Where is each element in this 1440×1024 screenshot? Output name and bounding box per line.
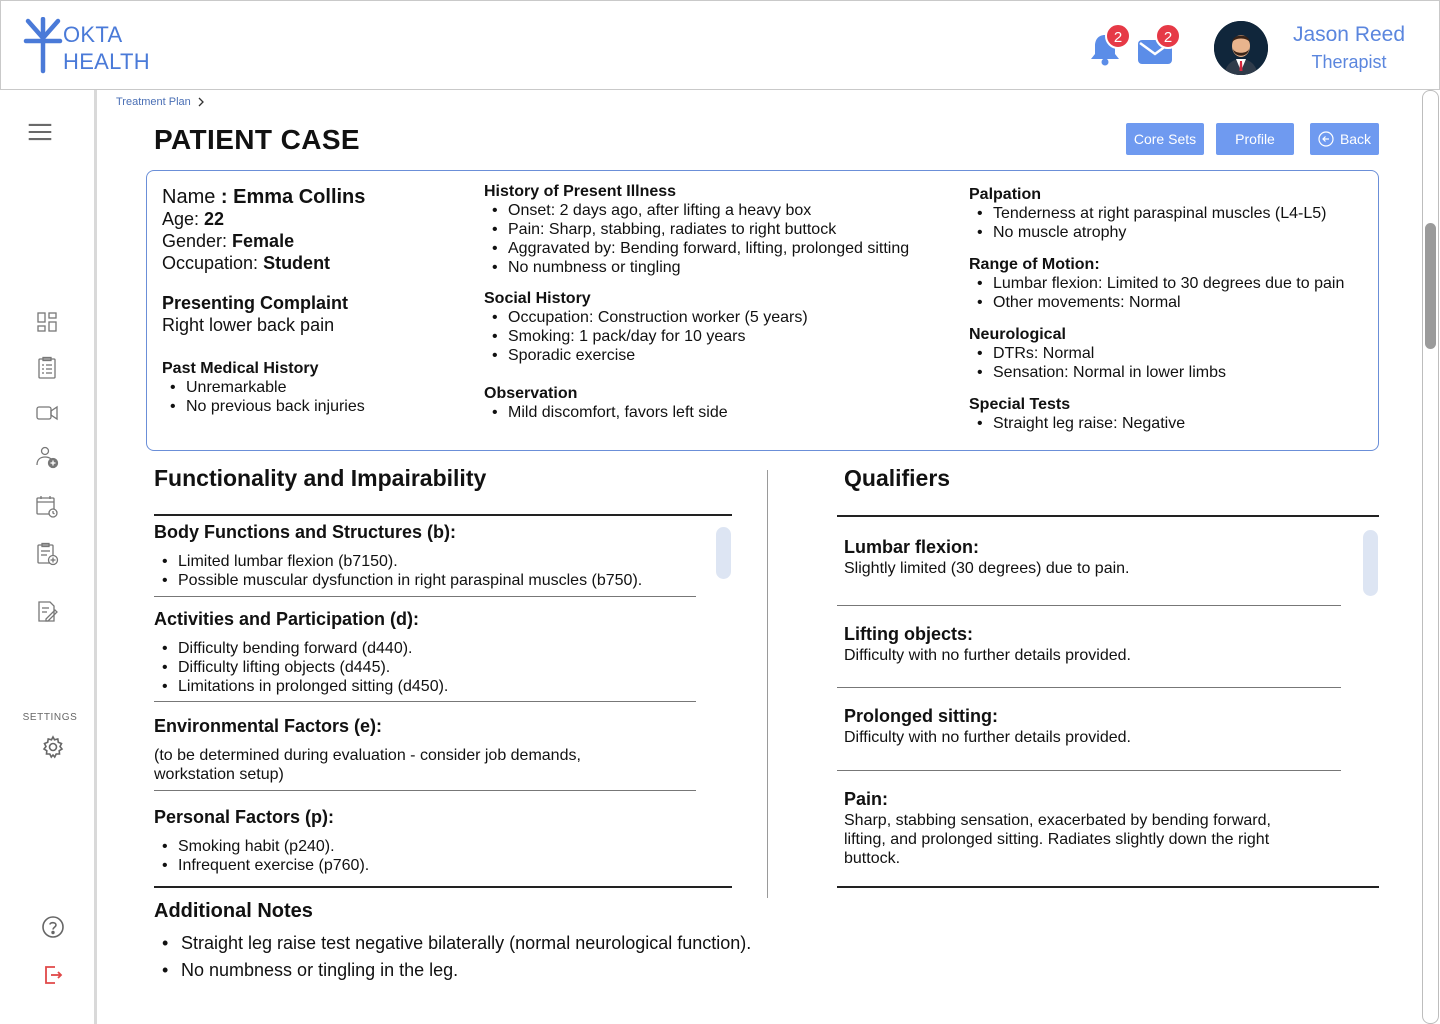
- main-content: [100, 90, 1422, 1024]
- qualifiers-title: Qualifiers: [844, 465, 951, 491]
- list-item: • DTRs: Normal: [969, 344, 1374, 363]
- qualifier-title: Lumbar flexion:: [844, 537, 980, 557]
- age-label: Age:: [162, 209, 205, 229]
- exam-column: [969, 185, 1374, 433]
- name-label: Name: [162, 186, 216, 208]
- page-scrollbar-thumb[interactable]: [1425, 223, 1436, 349]
- list-item: • No previous back injuries: [162, 397, 462, 416]
- divider: [154, 790, 696, 791]
- list-item: • Difficulty bending forward (d440).: [154, 639, 699, 658]
- rom-list: [969, 274, 1374, 312]
- qualifier-title: Prolonged sitting:: [844, 706, 998, 726]
- activities-title: Activities and Participation (d):: [154, 609, 420, 629]
- hpi-list: [484, 201, 954, 277]
- logout-icon[interactable]: [41, 963, 61, 983]
- body-functions-list: [154, 552, 699, 590]
- sidebar: [0, 90, 97, 1024]
- page-title: PATIENT CASE: [154, 124, 360, 155]
- back-arrow-icon: [1318, 131, 1334, 147]
- social-title: Social History: [484, 290, 591, 307]
- environmental-title: Environmental Factors (e):: [154, 716, 383, 736]
- messages-badge: 2: [1155, 23, 1181, 49]
- environmental-section: [154, 715, 699, 784]
- settings-gear-icon[interactable]: [41, 735, 61, 755]
- avatar[interactable]: [1214, 21, 1268, 75]
- patient-name: Emma Collins: [233, 186, 366, 208]
- qualifier-item: [844, 705, 1284, 747]
- messages-button[interactable]: [1137, 23, 1181, 67]
- settings-label: SETTINGS: [22, 712, 78, 723]
- list-item: • Smoking habit (p240).: [154, 837, 699, 856]
- social-list: [484, 308, 954, 365]
- occupation-label: Occupation:: [162, 253, 264, 273]
- document-edit-icon[interactable]: [35, 600, 59, 624]
- divider: [837, 886, 1379, 888]
- qualifier-title: Lifting objects:: [844, 624, 973, 644]
- logo-text: [63, 21, 150, 75]
- neuro-title: Neurological: [969, 326, 1066, 343]
- additional-notes-list: [154, 932, 754, 981]
- divider: [837, 770, 1341, 771]
- divider: [154, 596, 696, 597]
- video-icon[interactable]: [35, 401, 59, 425]
- core-sets-button[interactable]: Core Sets: [1126, 123, 1204, 155]
- special-tests-title: Special Tests: [969, 396, 1071, 413]
- patient-gender: Female: [232, 231, 295, 251]
- name-separator: :: [215, 186, 234, 208]
- list-item: • Onset: 2 days ago, after lifting a heavy box: [484, 201, 954, 220]
- presenting-complaint: Right lower back pain: [162, 315, 335, 335]
- history-column: [484, 182, 954, 422]
- okta-health-logo[interactable]: [23, 17, 163, 75]
- qualifier-text: Slightly limited (30 degrees) due to pain.: [844, 560, 1130, 577]
- list-item: • Lumbar flexion: Limited to 30 degrees due to pain: [969, 274, 1374, 293]
- environmental-text: (to be determined during evaluation - consider job demands, workstation setup): [154, 747, 581, 783]
- clipboard-add-icon[interactable]: [35, 542, 59, 566]
- divider: [154, 886, 732, 888]
- section-scrollbar-thumb[interactable]: [716, 527, 731, 579]
- list-item: • Infrequent exercise (p760).: [154, 856, 699, 875]
- list-item: • Smoking: 1 pack/day for 10 years: [484, 327, 954, 346]
- add-user-icon[interactable]: [35, 445, 59, 469]
- list-item: • Occupation: Construction worker (5 years): [484, 308, 954, 327]
- divider: [154, 701, 696, 702]
- list-item: • Tenderness at right paraspinal muscles (L4-L5): [969, 204, 1374, 223]
- personal-list: [154, 837, 699, 875]
- page-scrollbar[interactable]: [1422, 90, 1439, 1024]
- back-button[interactable]: [1310, 123, 1379, 155]
- additional-notes-section: [154, 900, 754, 986]
- qualifier-item: [844, 536, 1284, 578]
- user-role: Therapist: [1311, 52, 1387, 72]
- body-functions-title: Body Functions and Structures (b):: [154, 522, 457, 542]
- patient-age-row: [162, 208, 462, 230]
- clipboard-list-icon[interactable]: [35, 356, 59, 380]
- divider: [154, 514, 732, 516]
- patient-occupation: Student: [263, 253, 331, 273]
- patient-basic-column: [162, 186, 462, 416]
- patient-age: 22: [204, 209, 225, 229]
- list-item: • Limitations in prolonged sitting (d450).: [154, 677, 699, 696]
- dashboard-icon[interactable]: [35, 310, 59, 334]
- notifications-button[interactable]: [1087, 23, 1131, 67]
- presenting-complaint-title: Presenting Complaint: [162, 293, 349, 313]
- observation-list: [484, 403, 954, 422]
- hpi-title: History of Present Illness: [484, 183, 677, 200]
- list-item: • Difficulty lifting objects (d445).: [154, 658, 699, 677]
- list-item: • Limited lumbar flexion (b7150).: [154, 552, 699, 571]
- palpation-title: Palpation: [969, 186, 1042, 203]
- list-item: • Mild discomfort, favors left side: [484, 403, 954, 422]
- patient-name-row: [162, 186, 462, 208]
- divider: [837, 515, 1379, 517]
- avatar-image: [1214, 21, 1268, 75]
- chevron-right-icon: [197, 97, 205, 107]
- qualifier-text: Difficulty with no further details provided.: [844, 729, 1131, 746]
- activities-list: [154, 639, 699, 696]
- breadcrumb: [116, 96, 205, 108]
- user-name[interactable]: Jason Reed: [1292, 23, 1406, 46]
- list-item: • Sensation: Normal in lower limbs: [969, 363, 1374, 382]
- patient-occupation-row: [162, 252, 462, 274]
- list-item: • Straight leg raise: Negative: [969, 414, 1374, 433]
- notifications-badge: 2: [1105, 23, 1131, 49]
- past-history-list: [162, 378, 462, 416]
- activities-section: [154, 608, 699, 696]
- patient-gender-row: [162, 230, 462, 252]
- qualifier-title: Pain:: [844, 789, 889, 809]
- list-item: • Aggravated by: Bending forward, lifting, prolonged sitting: [484, 239, 954, 258]
- list-item: • No numbness or tingling in the leg.: [154, 959, 754, 981]
- breadcrumb-item[interactable]: Treatment Plan: [116, 96, 191, 108]
- gender-label: Gender:: [162, 231, 233, 251]
- calendar-clock-icon[interactable]: [35, 494, 59, 518]
- logo-line1: OKTA: [63, 22, 123, 47]
- divider: [837, 687, 1341, 688]
- past-history-title: Past Medical History: [162, 360, 319, 377]
- list-item: • No numbness or tingling: [484, 258, 954, 277]
- help-icon[interactable]: [41, 915, 61, 935]
- rom-title: Range of Motion:: [969, 256, 1100, 273]
- list-item: • Straight leg raise test negative bilaterally (normal neurological function).: [154, 932, 754, 954]
- qualifier-text: Sharp, stabbing sensation, exacerbated by bending forward, lifting, and prolonged sitting. Radiates slightly down the right buttock.: [844, 812, 1271, 867]
- observation-title: Observation: [484, 385, 578, 402]
- back-button-label: Back: [1339, 131, 1372, 147]
- body-functions-section: [154, 521, 699, 590]
- qualifiers-scrollbar-thumb[interactable]: [1363, 530, 1378, 596]
- qualifier-item: [844, 788, 1274, 868]
- neuro-list: [969, 344, 1374, 382]
- list-item: • Sporadic exercise: [484, 346, 954, 365]
- logo-icon: [23, 17, 63, 75]
- qualifier-text: Difficulty with no further details provided.: [844, 647, 1131, 664]
- divider: [837, 605, 1341, 606]
- menu-icon[interactable]: [28, 120, 62, 150]
- qualifier-item: [844, 623, 1284, 665]
- list-item: • No muscle atrophy: [969, 223, 1374, 242]
- personal-title: Personal Factors (p):: [154, 807, 335, 827]
- list-item: • Other movements: Normal: [969, 293, 1374, 312]
- profile-button[interactable]: Profile: [1216, 123, 1294, 155]
- additional-notes-title: Additional Notes: [154, 900, 313, 922]
- list-item: • Pain: Sharp, stabbing, radiates to right buttock: [484, 220, 954, 239]
- logo-line2: HEALTH: [63, 49, 150, 74]
- patient-card: [146, 170, 1379, 451]
- column-divider: [767, 470, 768, 898]
- top-header: [0, 0, 1440, 90]
- personal-section: [154, 806, 699, 875]
- list-item: • Unremarkable: [162, 378, 462, 397]
- special-tests-list: [969, 414, 1374, 433]
- palpation-list: [969, 204, 1374, 242]
- functionality-title: Functionality and Impairability: [154, 465, 487, 491]
- list-item: • Possible muscular dysfunction in right paraspinal muscles (b750).: [154, 571, 699, 590]
